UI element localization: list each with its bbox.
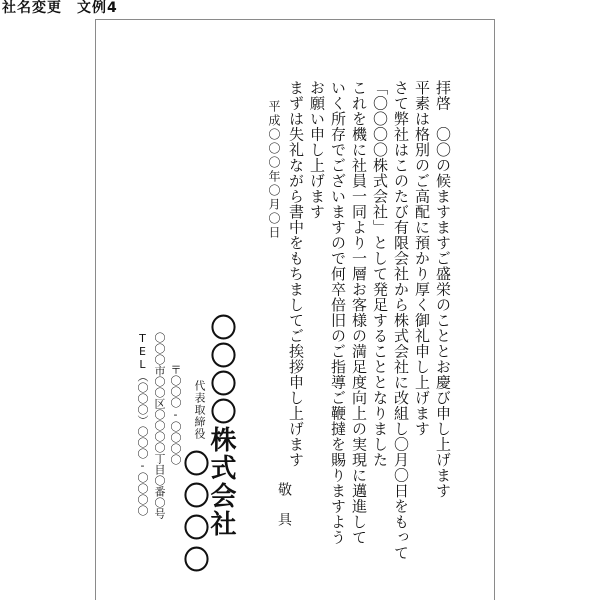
postal-code: 〒〇〇〇‐〇〇〇〇 [169,364,182,465]
body-line-1: 拝啓 〇〇の候ますますご盛栄のこととお慶び申し上げます [434,80,452,499]
body-line-7: お願い申し上げます [308,80,326,220]
company-name: 〇〇〇〇株式会社 [206,314,236,538]
letter-date: 平成〇〇〇年〇月〇日 [267,100,281,240]
body-line-5: これを機に社員一同より一層お客様の満足度向上の実現に邁進して [350,80,368,545]
greeting-card [95,19,495,600]
phone-number: TEL（〇〇〇）〇〇〇‐〇〇〇〇 [136,332,149,516]
body-line-3: さて弊社はこのたび有限会社から株式会社に改組し〇月〇日をもって [392,80,410,561]
company-address: 〇〇〇市〇〇区〇〇〇〇丁目〇番〇号 [153,332,166,519]
body-line-6: いく所存でございますので何卒倍旧のご指導ご鞭撻を賜りますよう [329,80,347,545]
closing-phrase: 敬具 [276,482,292,542]
document-title: 社名変更 文例4 [2,0,118,16]
representative-title: 代表取締役 [193,380,206,440]
body-line-8: まずは失礼ながら書中をもちましてご挨拶申し上げます [287,80,305,468]
body-line-2: 平素は格別のご高配に預かり厚く御礼申し上げます [413,80,431,437]
body-line-4: 「〇〇〇〇株式会社」として発足することとなりました [371,80,389,468]
representative-name: 〇〇〇〇 [179,450,209,578]
